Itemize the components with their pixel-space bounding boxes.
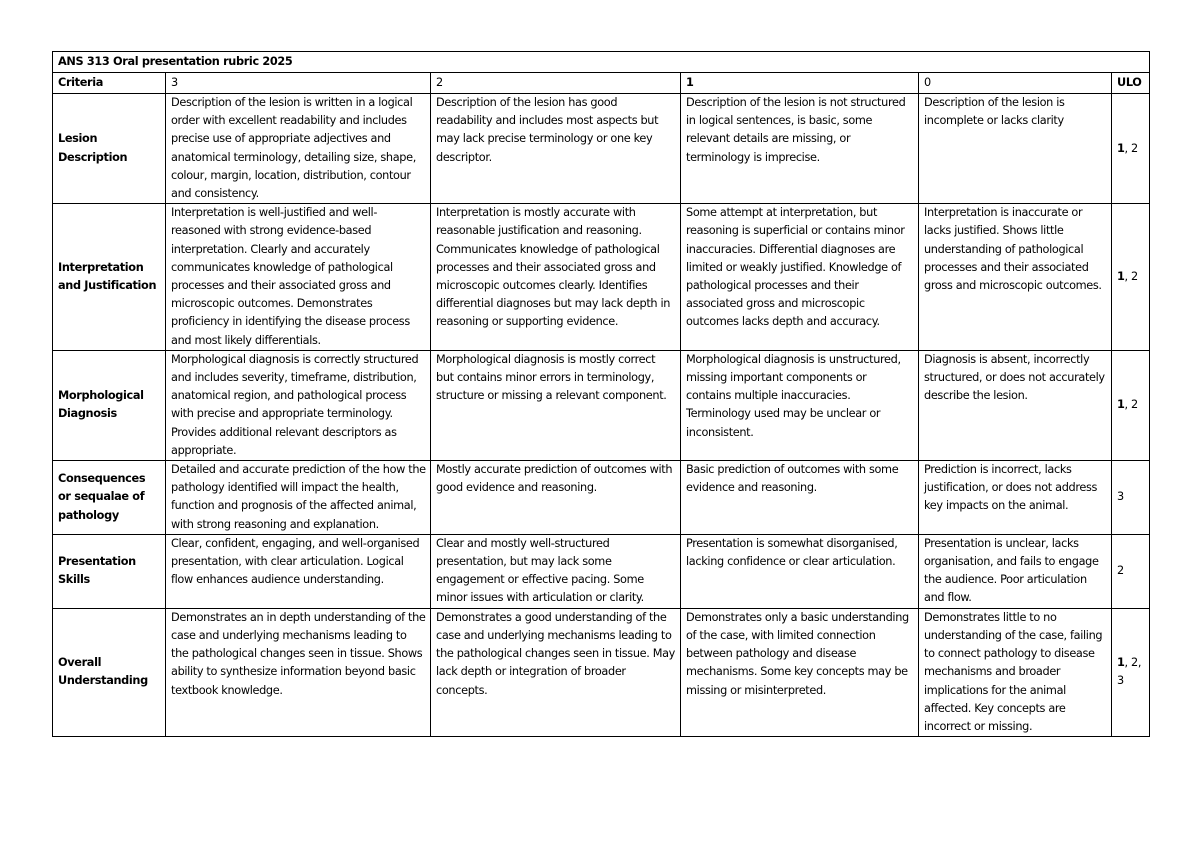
level-3-cell: Morphological diagnosis is correctly structured and includes severity, timeframe, distribution, anatomical region, and pathological process with precise and appropriate terminology. Provides additional relevant descriptors as appropriate. (166, 350, 431, 460)
criterion-cell: Interpretation and Justification (53, 204, 166, 351)
ulo-primary: 1 (1117, 398, 1125, 412)
level-1-cell: Description of the lesion is not structured in logical sentences, is basic, some relevant details are missing, or terminology is imprecise. (681, 94, 919, 204)
header-ulo: ULO (1112, 73, 1150, 94)
header-level-2: 2 (431, 73, 681, 94)
header-level-0: 0 (919, 73, 1112, 94)
level-1-cell: Presentation is somewhat disorganised, lacking confidence or clear articulation. (681, 534, 919, 608)
level-2-cell: Description of the lesion has good readability and includes most aspects but may lack precise terminology or one key descriptor. (431, 94, 681, 204)
ulo-primary: 1 (1117, 656, 1125, 670)
ulo-cell (1112, 608, 1150, 736)
ulo-primary: 1 (1117, 141, 1125, 155)
criterion-cell: Presentation Skills (53, 534, 166, 608)
rubric-title: ANS 313 Oral presentation rubric 2025 (53, 52, 1150, 73)
ulo-secondary: 2 (1117, 564, 1124, 578)
level-0-cell: Presentation is unclear, lacks organisation, and fails to engage the audience. Poor articulation and flow. (919, 534, 1112, 608)
header-criteria: Criteria (53, 73, 166, 94)
ulo-secondary: , 2 (1124, 398, 1138, 412)
ulo-secondary: 3 (1117, 490, 1124, 504)
ulo-primary: 1 (1117, 269, 1125, 283)
criterion-cell: Consequences or sequalae of pathology (53, 461, 166, 535)
level-0-cell: Demonstrates little to no understanding of the case, failing to connect pathology to disease mechanisms and broader implications for the animal affected. Key concepts are incorrect or missing. (919, 608, 1112, 736)
level-0-cell: Prediction is incorrect, lacks justification, or does not address key impacts on the animal. (919, 461, 1112, 535)
level-1-cell: Some attempt at interpretation, but reasoning is superficial or contains minor inaccuracies. Differential diagnoses are limited or weakly justified. Knowledge of pathological processes and their associated gross and microscopic outcomes lacks depth and accuracy. (681, 204, 919, 351)
rubric-row-lesion-description (53, 94, 1150, 204)
level-2-cell: Morphological diagnosis is mostly correct but contains minor errors in terminology, structure or missing a relevant component. (431, 350, 681, 460)
rubric-row-overall-understanding (53, 608, 1150, 736)
level-2-cell: Demonstrates a good understanding of the case and underlying mechanisms leading to the pathological changes seen in tissue. May lack depth or integration of broader concepts. (431, 608, 681, 736)
criterion-cell: Overall Understanding (53, 608, 166, 736)
rubric-row-presentation-skills (53, 534, 1150, 608)
header-level-1: 1 (681, 73, 919, 94)
rubric-row-interpretation (53, 204, 1150, 351)
rubric-row-consequences (53, 461, 1150, 535)
level-1-cell: Basic prediction of outcomes with some evidence and reasoning. (681, 461, 919, 535)
ulo-cell (1112, 94, 1150, 204)
level-2-cell: Interpretation is mostly accurate with reasonable justification and reasoning. Communicates knowledge of pathological processes and their associated gross and microscopic outcomes clearly. Identifies differential diagnoses but may lack depth in reasoning or supporting evidence. (431, 204, 681, 351)
level-3-cell: Clear, confident, engaging, and well-organised presentation, with clear articulation. Logical flow enhances audience understanding. (166, 534, 431, 608)
level-3-cell: Interpretation is well-justified and well-reasoned with strong evidence-based interpretation. Clearly and accurately communicates knowledge of pathological processes and their associated gross and microscopic outcomes. Demonstrates proficiency in identifying the disease process and most likely differentials. (166, 204, 431, 351)
criterion-cell: Lesion Description (53, 94, 166, 204)
level-0-cell: Interpretation is inaccurate or lacks justified. Shows little understanding of pathological processes and their associated gross and microscopic outcomes. (919, 204, 1112, 351)
ulo-cell (1112, 204, 1150, 351)
level-2-cell: Mostly accurate prediction of outcomes with good evidence and reasoning. (431, 461, 681, 535)
level-3-cell: Demonstrates an in depth understanding of the case and underlying mechanisms leading to the pathological changes seen in tissue. Shows ability to synthesize information beyond basic textbook knowledge. (166, 608, 431, 736)
header-level-3: 3 (166, 73, 431, 94)
ulo-secondary: , 2, 3 (1117, 656, 1142, 688)
level-0-cell: Description of the lesion is incomplete or lacks clarity (919, 94, 1112, 204)
level-2-cell: Clear and mostly well-structured presentation, but may lack some engagement or effective pacing. Some minor issues with articulation or clarity. (431, 534, 681, 608)
level-3-cell: Description of the lesion is written in a logical order with excellent readability and includes precise use of appropriate adjectives and anatomical terminology, detailing size, shape, colour, margin, location, distribution, contour and consistency. (166, 94, 431, 204)
level-3-cell: Detailed and accurate prediction of the how the pathology identified will impact the health, function and prognosis of the affected animal, with strong reasoning and explanation. (166, 461, 431, 535)
title-row (53, 52, 1150, 73)
rubric-table (52, 51, 1150, 737)
ulo-cell (1112, 461, 1150, 535)
header-row (53, 73, 1150, 94)
ulo-cell (1112, 534, 1150, 608)
ulo-secondary: , 2 (1124, 269, 1138, 283)
ulo-cell (1112, 350, 1150, 460)
level-1-cell: Morphological diagnosis is unstructured, missing important components or contains multiple inaccuracies. Terminology used may be unclear or inconsistent. (681, 350, 919, 460)
level-1-cell: Demonstrates only a basic understanding of the case, with limited connection between pathology and disease mechanisms. Some key concepts may be missing or misinterpreted. (681, 608, 919, 736)
rubric-row-morphological-diagnosis (53, 350, 1150, 460)
ulo-secondary: , 2 (1124, 141, 1138, 155)
level-0-cell: Diagnosis is absent, incorrectly structured, or does not accurately describe the lesion. (919, 350, 1112, 460)
criterion-cell: Morphological Diagnosis (53, 350, 166, 460)
